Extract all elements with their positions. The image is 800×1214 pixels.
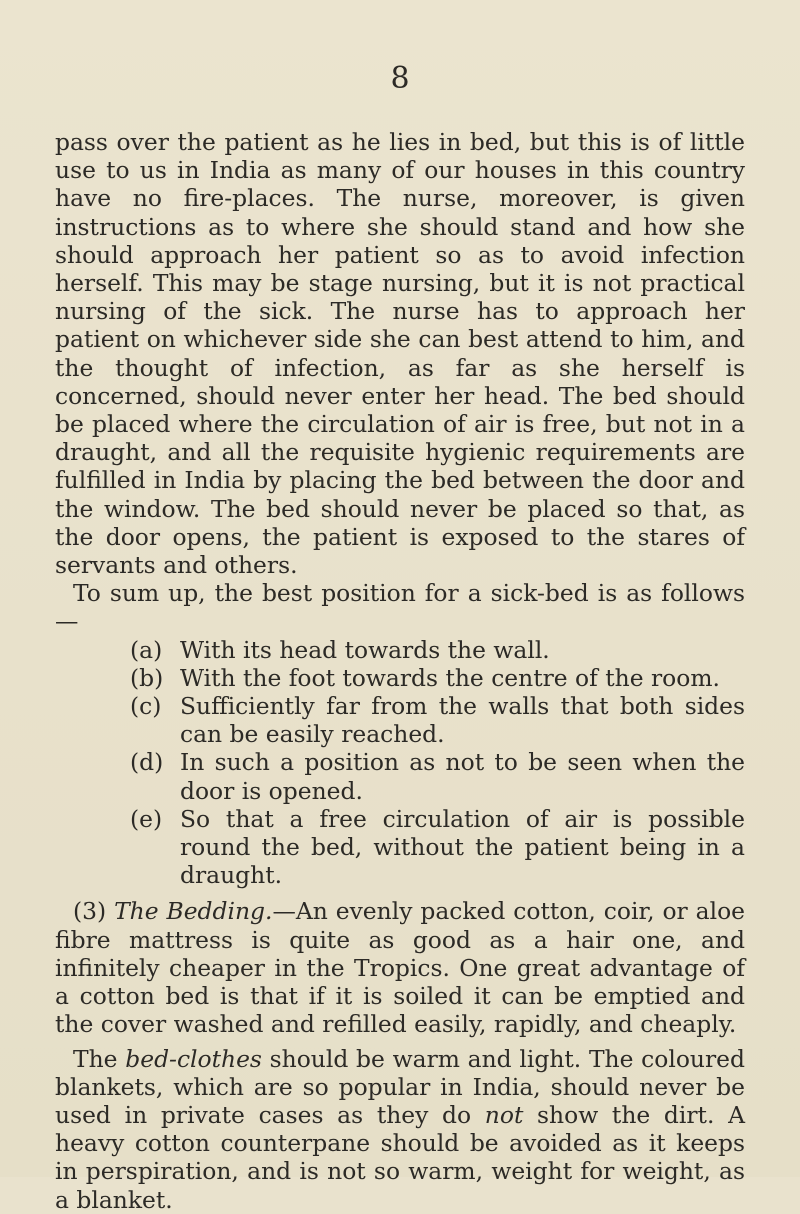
list-marker: (d) xyxy=(130,748,164,777)
bedclothes-emph-not: not xyxy=(484,1100,524,1129)
section-heading: The Bedding. xyxy=(114,897,273,926)
list-item-text: In such a position as not to be seen when the door is opened. xyxy=(180,748,745,805)
list-item xyxy=(55,692,745,748)
list-marker: (a) xyxy=(130,635,163,664)
list-marker: (c) xyxy=(130,692,162,721)
list-marker: (b) xyxy=(130,663,164,692)
list-item-text: With the foot towards the centre of the room. xyxy=(180,663,720,692)
page-body xyxy=(55,128,745,1214)
bedclothes-middle: should be warm and light. The coloured blankets, which are so popular in India, should never be used in private cases as they do xyxy=(55,1044,745,1129)
section-body: —An evenly packed cotton, coir, or aloe fibre mattress is quite as good as a hair one, and infinitely cheaper in the Tropics. One great advantage of a cotton bed is that if it is soiled it can be emptied and the cover washed and refilled easily, rapidly, and cheaply. xyxy=(55,897,745,1039)
paragraph-summary-intro: To sum up, the best position for a sick-bed is as follows— xyxy=(55,579,745,636)
page-number: 8 xyxy=(390,61,410,96)
section-number: (3) xyxy=(73,897,107,926)
list-item xyxy=(55,748,745,804)
bedclothes-lead: The xyxy=(73,1044,126,1073)
list-item xyxy=(55,664,745,692)
paragraph-bed-clothes xyxy=(55,1045,745,1214)
list-item-text: With its head towards the wall. xyxy=(180,635,550,664)
paragraph-sick-room-nursing: pass over the patient as he lies in bed, but this is of little use to us in India as many of our houses in this country have no fire-places. The nurse, moreover, is given instructions as to where she should stand and how she should approach her patient so as to avoid infection herself. This may be stage nursing, but it is not practical nursing of the sick. The nurse has to approach her patient on whichever side she can best attend to him, and the thought of infection, as far as she herself is concerned, should never enter her head. The bed should be placed where the circulation of air is free, but not in a draught, and all the requisite hygienic requirements are fulfilled in India by placing the bed between the door and the window. The bed should never be placed so that, as the door opens, the patient is exposed to the stares of servants and others. xyxy=(55,128,745,580)
list-item-text: Sufficiently far from the walls that both sides can be easily reached. xyxy=(180,692,745,749)
list-item xyxy=(55,805,745,890)
bedclothes-emph: bed-clothes xyxy=(125,1044,262,1073)
list-marker: (e) xyxy=(130,804,163,833)
list-item-text: So that a free circulation of air is possible round the bed, without the patient being in a draught. xyxy=(180,804,745,890)
section-bedding xyxy=(55,897,745,1038)
list-item xyxy=(55,636,745,664)
bed-position-list xyxy=(55,636,745,890)
bedclothes-end: show the dirt. A heavy cotton counterpane should be avoided as it keeps in perspiration, and is not so warm, weight for weight, as a blanket. xyxy=(55,1100,745,1214)
